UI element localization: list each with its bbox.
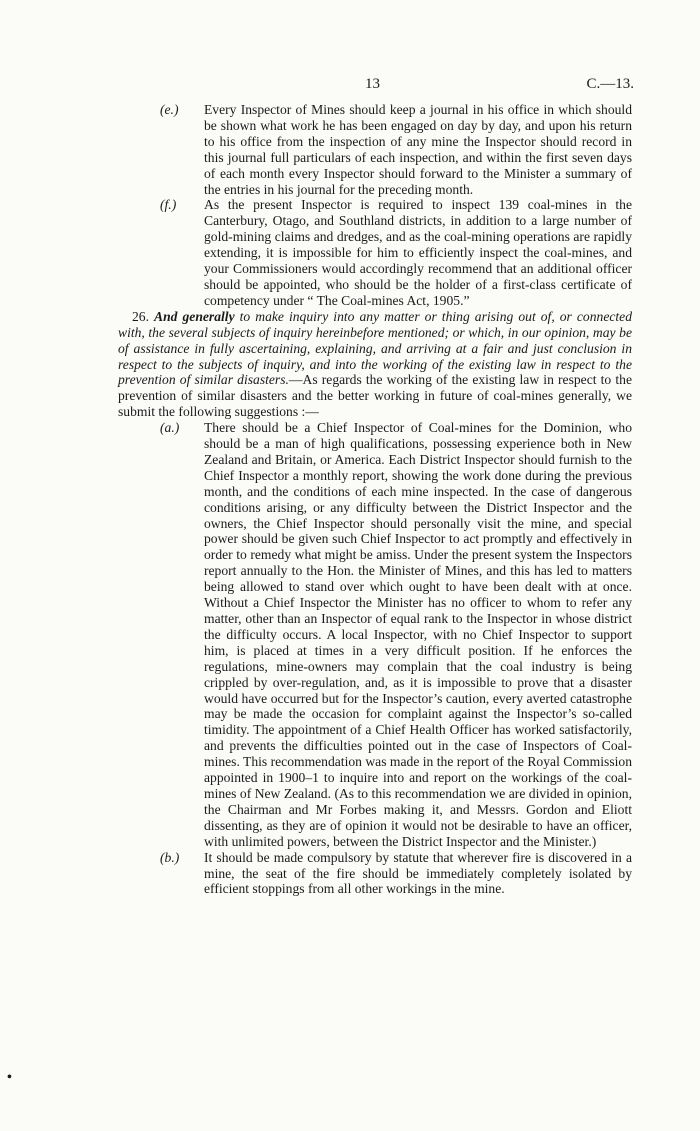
- item-text: There should be a Chief Inspector of Coal-mines for the Dominion, who should be a man of high qualifications, possessing experience both in New Zealand and Britain, or America. Each District Inspector should furnish to the Chief Inspector a monthly report, showing the work done during the previous month, and the conditions of each mine inspected. In the case of dangerous conditions arising, or any difficulty between the District Inspector and the owners, the Chief Inspector should personally visit the mine, and special power should be given such Chief Inspector to act promptly and effectively in order to remedy what might be amiss. Under the present system the Inspectors report annually to the Hon. the Minister of Mines, and this has led to matters being allowed to stand over which ought to have been dealt with at once. Without a Chief Inspector the Minister has no officer to whom to refer any matter, other than an Inspector of equal rank to the Inspector in whose district the difficulty occurs. A local Inspector, with no Chief Inspector to support him, is placed at times in a very difficult position. If he enforces the regulations, mine-owners may complain that the coal industry is being crippled by over-regulation, and, as it is impossible to prove that a disaster would have occurred but for the Inspector’s caution, every averted catastrophe may be made the occasion for complaint against the Inspector’s so-called timidity. The appointment of a Chief Health Officer has worked satisfactorily, and prevents the difficulties pointed out in the case of Inspectors of Coal-mines. This recommendation was made in the report of the Royal Commission appointed in 1900–1 to inquire into and report on the workings of the coal-mines of New Zealand. (As to this recommendation we are divided in opinion, the Chairman and Mr Forbes making it, and Messrs. Gordon and Eliott dissenting, as they are of opinion it would not be desirable to have an officer, with unlimited powers, between the District Inspector and the Minister.): [204, 420, 632, 849]
- suggestion-b: [118, 850, 632, 898]
- section-body: —As regards the working of the existing law in respect to the prevention of similar disasters and the better working in future of coal-mines generally, we submit the following suggestions :—: [118, 372, 632, 420]
- document-reference: C.—13.: [586, 76, 634, 92]
- recommendation-f: [118, 197, 632, 308]
- suggestion-a: [118, 420, 632, 849]
- item-label: (a.): [160, 420, 180, 436]
- heading-rest: to make inquiry into any matter or thing arising out of, or connected with, the several subjects of inquiry hereinbefore mentioned; or which, in our opinion, may be of assistance in fully ascertaining, explaining, and arriving at a fair and just conclusion in respect to the subjects of inquiry, and into the working of the existing law in respect to the prevention of similar disasters.: [118, 308, 632, 388]
- item-text: It should be made compulsory by statute that wherever fire is discovered in a mine, the seat of the fire should be immediately completely isolated by efficient stoppings from all other workings in the mine.: [204, 849, 632, 897]
- section-26: [118, 309, 632, 420]
- item-text: As the present Inspector is required to inspect 139 coal-mines in the Canterbury, Otago, and Southland districts, in addition to a large number of gold-mining claims and dredges, and as the coal-mining operations are rapidly extending, it is impossible for him to efficiently inspect the coal-mines, and your Commissioners would accordingly recommend that an additional officer should be appointed, who should be the holder of a first-class certificate of competency under “ The Coal-mines Act, 1905.”: [204, 197, 632, 308]
- item-label: (f.): [160, 197, 177, 213]
- item-text: Every Inspector of Mines should keep a journal in his office in which should be shown what work he has been engaged on day by day, and upon his return to his office from the inspection of any mine the Inspector should record in this journal full particulars of each inspection, and within the first seven days of each month every Inspector should forward to the Minister a summary of the entries in his journal for the preceding month.: [204, 102, 632, 197]
- stray-ink-mark: •: [7, 1070, 12, 1085]
- heading-start: And generally: [154, 308, 235, 324]
- recommendation-e: [118, 102, 632, 197]
- item-label: (b.): [160, 849, 180, 865]
- document-body: [118, 102, 632, 897]
- item-label: (e.): [160, 102, 179, 117]
- section-number: 26.: [132, 308, 149, 324]
- page-number: 13: [365, 76, 380, 92]
- page-header: [0, 76, 700, 96]
